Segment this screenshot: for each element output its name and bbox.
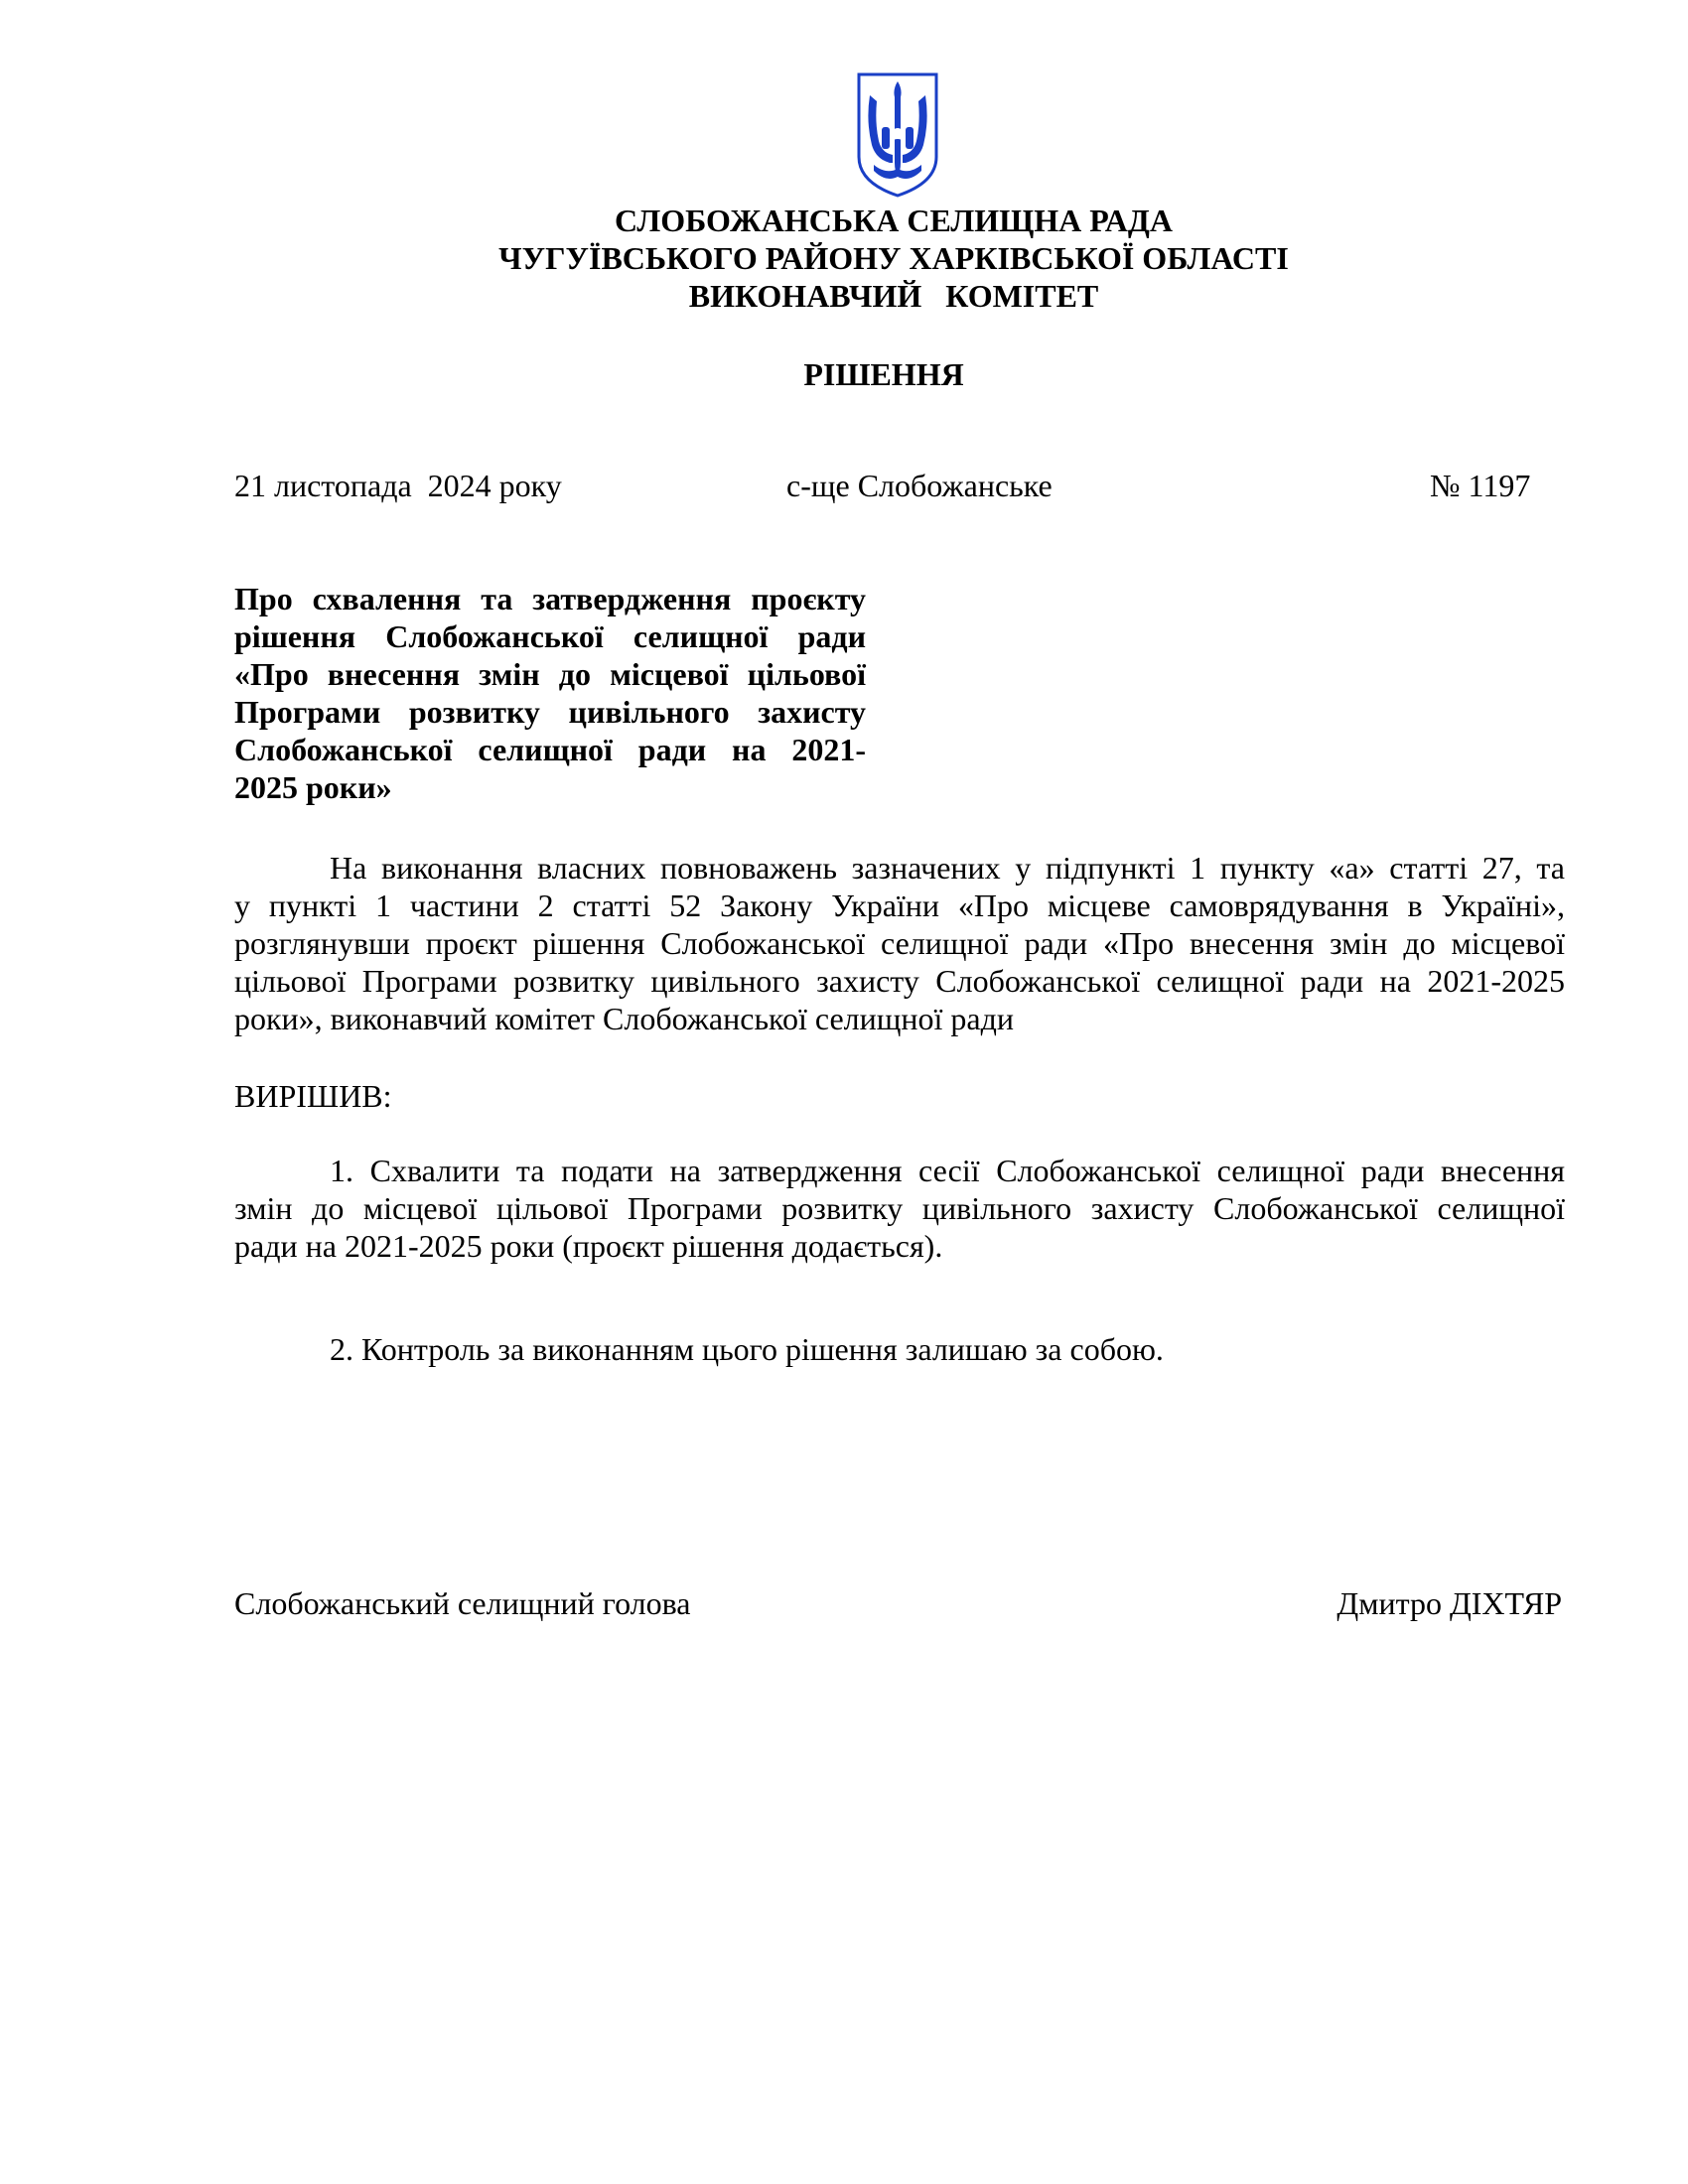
- preamble-line: у пункті 1 частини 2 статті 52 Закону України «Про місцеве самоврядування в Україні»,: [234, 887, 1565, 923]
- resolution-point-2: 2. Контроль за виконанням цього рішення залишаю за собою.: [330, 1331, 1164, 1367]
- header-line-district: ЧУГУЇВСЬКОГО РАЙОНУ ХАРКІВСЬКОЇ ОБЛАСТІ: [498, 240, 1289, 276]
- resolution-line: змін до місцевої цільової Програми розвитку цивільного захисту Слобожанської селищної: [234, 1190, 1565, 1226]
- subject-line: Програми розвитку цивільного захисту: [234, 694, 866, 730]
- decision-place: с-ще Слобожанське: [786, 468, 1053, 503]
- resolution-line: 1. Схвалити та подати на затвердження сесії Слобожанської селищної ради внесення: [330, 1153, 1565, 1188]
- resolution-line: ради на 2021-2025 роки (проєкт рішення додається).: [234, 1228, 943, 1264]
- resolved-label: ВИРІШИВ:: [234, 1078, 392, 1114]
- signatory-position: Слобожанський селищний голова: [234, 1585, 691, 1621]
- signatory-name: Дмитро ДІХТЯР: [1336, 1585, 1562, 1621]
- resolution-point-1: [234, 1152, 1565, 1265]
- preamble-line: На виконання власних повноважень зазначених у підпункті 1 пункту «а» статті 27, та: [330, 850, 1565, 886]
- council-header: [0, 202, 1688, 315]
- subject-line: 2025 роки»: [234, 769, 392, 805]
- preamble-line: цільової Програми розвитку цивільного захисту Слобожанської селищної ради на 2021-2025: [234, 963, 1565, 999]
- preamble-line: розглянувши проєкт рішення Слобожанської селищної ради «Про внесення змін до місцевої: [234, 925, 1565, 961]
- subject-line: рішення Слобожанської селищної ради: [234, 618, 866, 654]
- subject-line: «Про внесення змін до місцевої цільової: [234, 656, 866, 692]
- coat-of-arms-icon: [856, 71, 939, 199]
- header-line-council: СЛОБОЖАНСЬКА СЕЛИЩНА РАДА: [615, 203, 1173, 238]
- subject-line: Слобожанської селищної ради на 2021-: [234, 732, 866, 767]
- decision-subject: [234, 580, 866, 806]
- header-line-committee: ВИКОНАВЧИЙ КОМІТЕТ: [688, 278, 1099, 314]
- preamble-paragraph: [234, 849, 1565, 1037]
- decision-date: 21 листопада 2024 року: [234, 468, 562, 503]
- decision-number: № 1197: [1430, 468, 1531, 503]
- subject-line: Про схвалення та затвердження проєкту: [234, 581, 866, 616]
- document-type-title: РІШЕННЯ: [803, 356, 964, 392]
- preamble-line: роки», виконавчий комітет Слобожанської селищної ради: [234, 1001, 1015, 1036]
